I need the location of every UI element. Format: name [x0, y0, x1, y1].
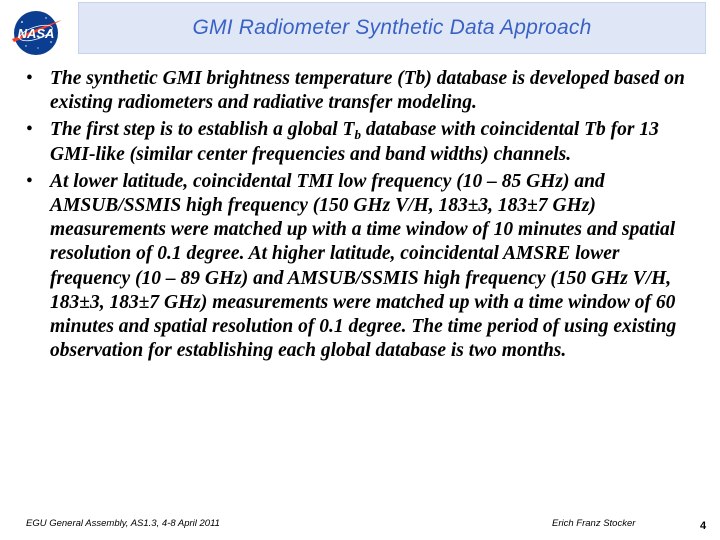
bullet-marker: •: [26, 68, 33, 89]
bullet-text-part: database with coincidental Tb for 13 GMI-like (similar center frequencies and band widths) channels.: [50, 119, 659, 165]
footer-event: EGU General Assembly, AS1.3, 4-8 April 2011: [26, 518, 220, 529]
bullet-marker: •: [26, 119, 33, 141]
bullet-item: [22, 170, 702, 364]
page-number: 4: [700, 520, 707, 532]
bullet-text-part: The first step is to establish a global T: [50, 119, 355, 141]
bullet-list: [22, 67, 702, 366]
nasa-logo-icon: [8, 8, 64, 58]
subscript-b: b: [354, 127, 361, 143]
bullet-marker: •: [26, 170, 33, 192]
bullet-item: [22, 118, 702, 166]
bullet-text: The synthetic GMI brightness temperature (Tb) database is developed based on existing radiometers and radiative transfer modeling.: [50, 68, 685, 114]
bullet-item: [22, 67, 702, 115]
slide-title: GMI Radiometer Synthetic Data Approach: [192, 16, 592, 39]
slide-title-box: [78, 2, 706, 54]
nasa-logo-text: NASA: [17, 26, 55, 41]
footer-author: Erich Franz Stocker: [552, 518, 636, 529]
bullet-text: At lower latitude, coincidental TMI low frequency (10 – 85 GHz) and AMSUB/SSMIS high frequency (150 GHz V/H, 183±3, 183±7 GHz) measurements were matched up with a time window of 10 minutes and spatial resolution of 0.1 degree. At higher latitude, coincidental AMSRE lower frequency (10 – 89 GHz) and AMSUB/SSMIS high frequency (150 GHz V/H, 183±3, 183±7 GHz) measurements were matched up with a time window of 60 minutes and spatial resolution of 0.1 degree. The time period of using existing observation for establishing each global database is two months.: [50, 170, 677, 362]
